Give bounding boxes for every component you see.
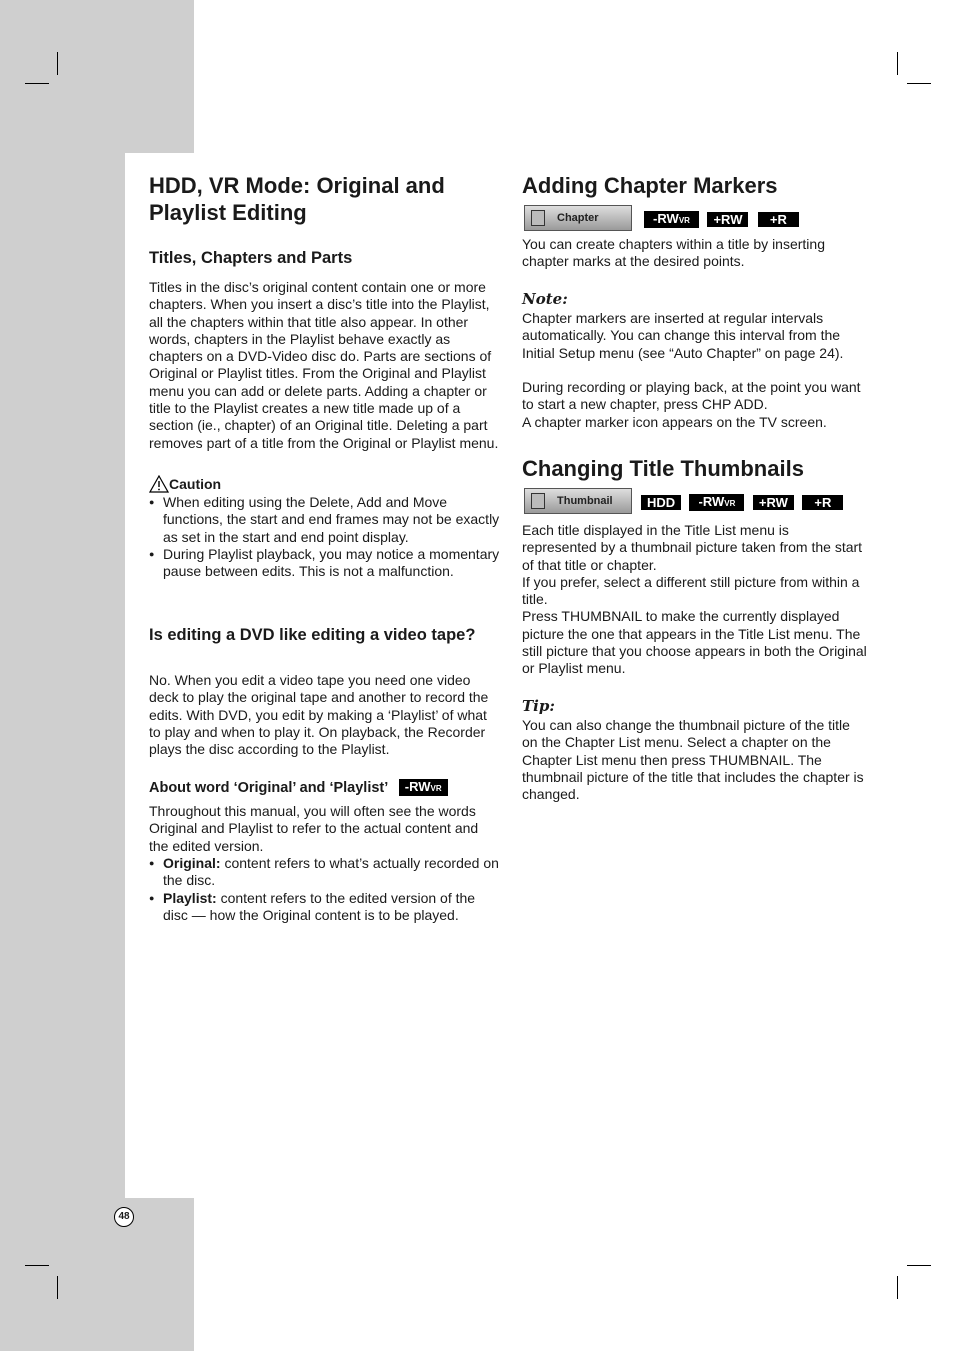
note-body: Chapter markers are inserted at regular intervals automatically. You can change this interval from the Initial Setup menu (see “Auto Chapter” on page 24). (522, 310, 844, 361)
crop-mark (897, 52, 898, 75)
dvd-heading: Is editing a DVD like editing a video tape? (149, 626, 476, 644)
picture-icon (531, 493, 545, 509)
titles-heading: Titles, Chapters and Parts (149, 249, 353, 267)
disc-badge-plus-r: +R (802, 495, 843, 510)
caution-block (149, 475, 501, 580)
thumbnail-body: Each title displayed in the Title List menu is represented by a thumbnail picture taken from the start of that title or chapter. If you prefer, select a different still picture from within a title. Press THUMBNAIL to make the currently displayed picture the one that appears in the Title List menu. The still picture that you choose appears in both the Original or Playlist menu. (522, 522, 867, 677)
disc-badge-rw-vr: -RWVR (644, 211, 699, 228)
thumbnail-menu-button: Thumbnail (524, 488, 632, 514)
about-item-playlist: ● Playlist: content refers to the edited version of the disc — how the Original content is to be played. (149, 890, 501, 925)
tip-label: Tip: (522, 697, 555, 715)
chapter-intro: You can create chapters within a title by inserting chapter marks at the desired points. (522, 236, 825, 270)
caution-item: ● When editing using the Delete, Add and Move functions, the start and end frames may not be exactly as set in the start and end point display. (149, 494, 501, 546)
chapter-heading: Adding Chapter Markers (522, 173, 778, 198)
about-list (149, 855, 501, 924)
caution-icon (149, 475, 169, 493)
thumbnail-heading: Changing Title Thumbnails (522, 456, 804, 481)
crop-mark (57, 52, 58, 75)
dvd-body: No. When you edit a video tape you need one video deck to play the original tape and another to record the edits. With DVD, you edit by making a ‘Playlist’ of what to play and when to play it. On playback, the Recorder plays the disc according to the Playlist. (149, 672, 489, 758)
tip-body: You can also change the thumbnail picture of the title on the Chapter List menu. Select a chapter on the Chapter List menu then press THUMBNAIL. The thumbnail picture of the title that includes the chapter is changed. (522, 717, 864, 803)
margin-band-side (0, 153, 125, 1198)
caution-item: ● During Playlist playback, you may notice a momentary pause between edits. This is not a malfunction. (149, 546, 501, 581)
disc-badge-plus-rw: +RW (707, 212, 748, 227)
titles-body: Titles in the disc’s original content contain one or more chapters. When you insert a disc’s title into the Playlist, all the chapters within that title also appear. In other words, chapters in the Playlist behave exactly as chapters on a DVD-Video disc do. Parts are sections of Original or Playlist titles. From the Original and Playlist menu you can add or delete parts. Adding a chapter or title to the Playlist creates a new title made up of a section (ie., chapter) of an Original title. Deleting a part removes part of a title from the Original or Playlist menu. (149, 279, 499, 451)
crop-mark (897, 1276, 898, 1299)
margin-band-top (0, 0, 194, 153)
chapter-menu-button: Chapter (524, 205, 632, 231)
page-heading: HDD, VR Mode: Original and Playlist Editing (149, 173, 445, 225)
crop-mark (25, 1265, 49, 1266)
about-item-original: ● Original: content refers to what’s actually recorded on the disc. (149, 855, 501, 890)
disc-badge-plus-rw: +RW (753, 495, 794, 510)
note-label: Note: (522, 290, 568, 308)
crop-mark (907, 1265, 931, 1266)
page-number: 48 (114, 1207, 134, 1227)
disc-badge-plus-r: +R (758, 212, 799, 227)
disc-badge-rw-vr: -RWVR (399, 779, 448, 796)
disc-badge-hdd: HDD (641, 495, 681, 510)
crop-mark (57, 1276, 58, 1299)
crop-mark (25, 83, 49, 84)
chapter-badges (644, 211, 799, 229)
about-heading: About word ‘Original’ and ‘Playlist’ (149, 780, 389, 796)
thumbnail-badges (641, 494, 843, 512)
film-icon (531, 210, 545, 226)
crop-mark (907, 83, 931, 84)
margin-band-bottom (0, 1198, 194, 1351)
disc-badge-rw-vr: -RWVR (689, 494, 744, 511)
about-heading-row (149, 779, 501, 797)
about-body: Throughout this manual, you will often see the words Original and Playlist to refer to the actual content and the edited version. (149, 803, 479, 854)
chapter-steps: During recording or playing back, at the point you want to start a new chapter, press CHP ADD. A chapter marker icon appears on the TV screen. (522, 379, 861, 430)
caution-label: Caution (169, 476, 222, 492)
